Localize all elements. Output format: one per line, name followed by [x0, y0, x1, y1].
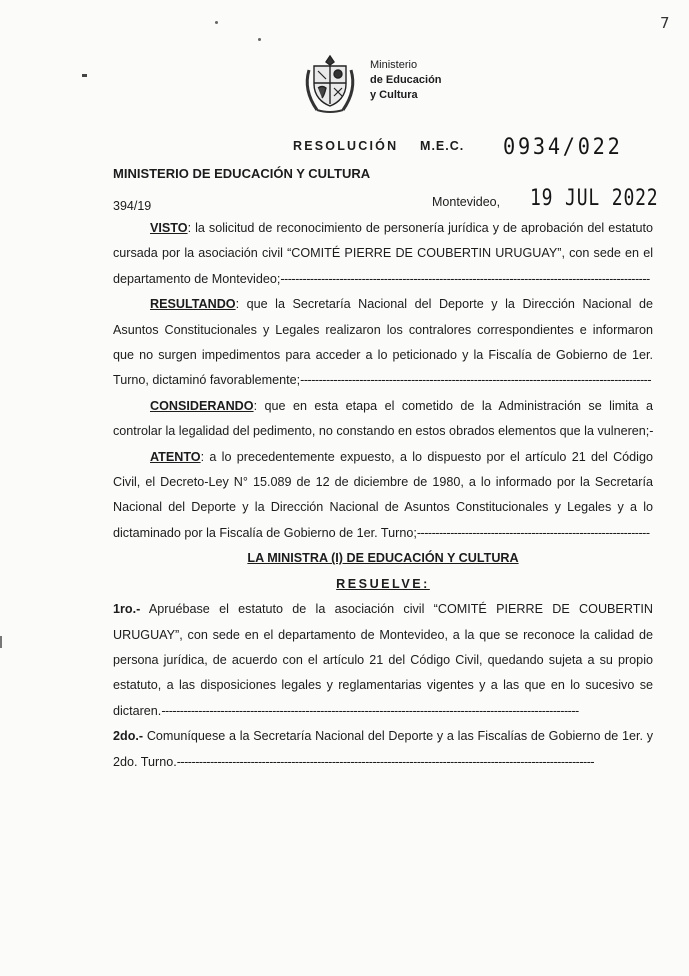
resultando-paragraph [113, 292, 653, 394]
dash-fill: ---------------------------------------------------------------------------------------------------- [280, 271, 650, 286]
coat-of-arms-icon [301, 52, 359, 114]
page-mark: 7 [660, 14, 670, 32]
scan-speck [258, 38, 261, 41]
item-2 [113, 724, 653, 775]
atento-text: : a lo precedentemente expuesto, a lo dispuesto por el artículo 21 del Código Civil, el Decreto-Ley N° 15.089 de 12 de diciembre de 1980, a lo informado por la Secretaría Nacional del Deporte y la Dirección Nacional de Asuntos Constitucionales y Legales y a lo dictaminado por la Fiscalía de Gobierno de 1er. Turno; [113, 449, 653, 540]
ministry-header: MINISTERIO DE EDUCACIÓN Y CULTURA [113, 166, 371, 181]
stamped-date: 19 JUL 2022 [530, 186, 659, 211]
logo-line-1: Ministerio [370, 59, 418, 71]
authority-title: LA MINISTRA (I) DE EDUCACIÓN Y CULTURA [247, 551, 519, 566]
item-1-text: Apruébase el estatuto de la asociación civil “COMITÉ PIERRE DE COUBERTIN URUGUAY”, con sede en el departamento de Montevideo, a la que se reconoce la calidad de persona jurídica, de acuerdo con el artículo 21 del Código Civil, quedando sujeta a su propio estatuto, a las disposiciones legales y reglamentarias vigentes y a las que en lo sucesivo se dictaren. [113, 602, 653, 718]
scan-edge-mark [0, 636, 6, 648]
resolution-label: RESOLUCIÓN [293, 139, 399, 153]
document-body [113, 216, 653, 775]
item-1 [113, 597, 653, 724]
scan-speck [82, 74, 87, 77]
item-1-number: 1ro.- [113, 602, 141, 617]
dash-fill: ----------------------------------------------------------------------------------------------- [300, 373, 652, 388]
resuelve-title: RESUELVE: [336, 576, 430, 591]
resolution-mec: M.E.C. [420, 139, 465, 153]
logo-line-3: y Cultura [370, 89, 418, 101]
dash-fill: - [649, 424, 653, 439]
resultando-label: RESULTANDO [150, 297, 236, 312]
visto-label: VISTO [150, 221, 188, 235]
resolution-heading [293, 139, 464, 153]
considerando-text: : que en esta etapa el cometido de la Administración se limita a controlar la legalidad del pedimento, no constando en estos obrados elementos que la vulneren; [113, 398, 653, 439]
item-2-number: 2do.- [113, 729, 144, 744]
file-number: 394/19 [113, 199, 152, 213]
item-2-text: Comuníquese a la Secretaría Nacional del Deporte y a las Fiscalías de Gobierno de 1er. y 2do. Turno. [113, 729, 653, 769]
resultando-text: : que la Secretaría Nacional del Deporte y la Dirección Nacional de Asuntos Constitucionales y Legales realizaron los contralores correspondientes e informaron que no surgen impedimentos para acceder a lo peticionado y la Fiscalía de Gobierno de 1er. Turno, dictaminó favorablemente; [113, 297, 653, 388]
atento-paragraph [113, 445, 653, 547]
logo-line-2: de Educación [370, 74, 442, 86]
dash-fill: --------------------------------------------------------------- [416, 525, 650, 540]
resolution-number: 0934/022 [503, 135, 623, 160]
dash-fill: ----------------------------------------------------------------------------------------------------------------- [176, 754, 595, 769]
visto-paragraph [113, 216, 653, 292]
scan-speck [215, 21, 218, 24]
dash-fill: ----------------------------------------------------------------------------------------------------------------- [161, 703, 579, 718]
visto-text: : la solicitud de reconocimiento de personería jurídica y de aprobación del estatuto cursada por la asociación civil “COMITÉ PIERRE DE COUBERTIN URUGUAY”, con sede en el departamento de Montevideo; [113, 221, 653, 286]
ministry-logo-text [370, 58, 442, 103]
atento-label: ATENTO [150, 449, 201, 464]
place: Montevideo, [432, 195, 501, 209]
considerando-paragraph [113, 394, 653, 445]
considerando-label: CONSIDERANDO [150, 398, 254, 413]
